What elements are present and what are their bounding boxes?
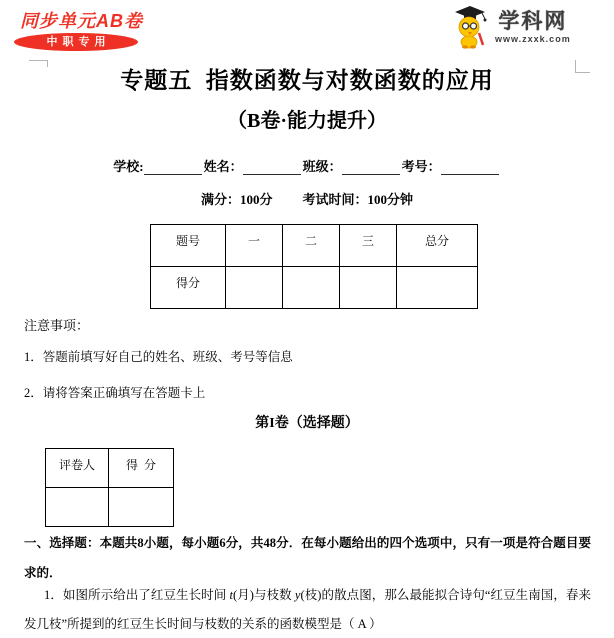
score-table-col-total: 总分	[397, 225, 478, 267]
score-table-col-2: 二	[283, 225, 340, 267]
logo-name: 学科网	[498, 9, 568, 33]
logo-url: www.zxxk.com	[495, 34, 571, 45]
grader-label-cell: 评卷人	[46, 449, 109, 488]
name-label: 姓名：	[203, 159, 243, 174]
paper-title: 专题五 指数函数与对数函数的应用	[120, 68, 494, 93]
audience-badge-label: 中职专用	[46, 35, 111, 48]
grader-table-empty-row	[46, 488, 174, 527]
logo-text	[495, 10, 571, 44]
score-label-cell: 得 分	[109, 449, 174, 488]
note-item: 2．请将答案正确填写在答题卡上	[24, 386, 206, 400]
zxxk-logo	[452, 5, 571, 49]
score-summary-table	[150, 224, 478, 309]
question-1-number: 1．	[44, 588, 63, 602]
exam-no-label: 考号：	[401, 159, 441, 174]
graduate-mascot-icon	[452, 5, 492, 49]
note-item: 1．答题前填写好自己的姓名、班级、考号等信息	[24, 350, 293, 364]
score-table-header-row	[151, 225, 478, 267]
variable-t: t	[229, 588, 233, 602]
score-cell-empty	[226, 267, 283, 309]
score-table-score-row	[151, 267, 478, 309]
grader-score-table	[45, 448, 174, 527]
question-1	[24, 581, 591, 638]
question-1-text: (枝)的散点图，那么最能拟合诗句“红豆生南国，春来发几枝”所提到的红豆生长时间与枝数的关系的函数模型是（ A ）	[24, 588, 591, 631]
duration-label: 考试时间：100分钟	[302, 192, 414, 207]
grader-cell-empty	[46, 488, 109, 527]
score-row-label: 得分	[151, 267, 226, 309]
paper-subtitle: （B卷·能力提升）	[226, 110, 387, 132]
multiple-choice-instructions: 一、选择题：本题共8小题，每小题6分，共48分．在每小题给出的四个选项中，只有一项是符合题目要求的．	[24, 536, 591, 580]
section-1-heading: 第I卷（选择题）	[255, 416, 359, 431]
score-table-col-3: 三	[340, 225, 397, 267]
score-table-col-1: 一	[226, 225, 283, 267]
grader-cell-empty	[109, 488, 174, 527]
grader-table-header-row	[46, 449, 174, 488]
score-cell-empty	[340, 267, 397, 309]
exam-meta-line	[0, 189, 614, 208]
audience-badge	[14, 33, 138, 51]
full-score-label: 满分：100分	[200, 192, 273, 207]
series-title: 同步单元AB卷	[20, 11, 143, 31]
school-blank	[144, 161, 202, 175]
question-1-text: (月)与枝数	[232, 588, 295, 602]
question-1-text: 如图所示给出了红豆生长时间	[62, 588, 230, 602]
exam-no-blank	[441, 161, 499, 175]
school-label: 学校:	[113, 159, 144, 174]
score-cell-empty	[283, 267, 340, 309]
class-label: 班级：	[302, 159, 342, 174]
variable-y: y	[294, 588, 301, 602]
notes-title: 注意事项：	[24, 318, 90, 333]
name-blank	[243, 161, 301, 175]
score-cell-empty	[397, 267, 478, 309]
student-info-line	[0, 156, 614, 175]
class-blank	[342, 161, 400, 175]
score-table-corner-cell: 题号	[151, 225, 226, 267]
